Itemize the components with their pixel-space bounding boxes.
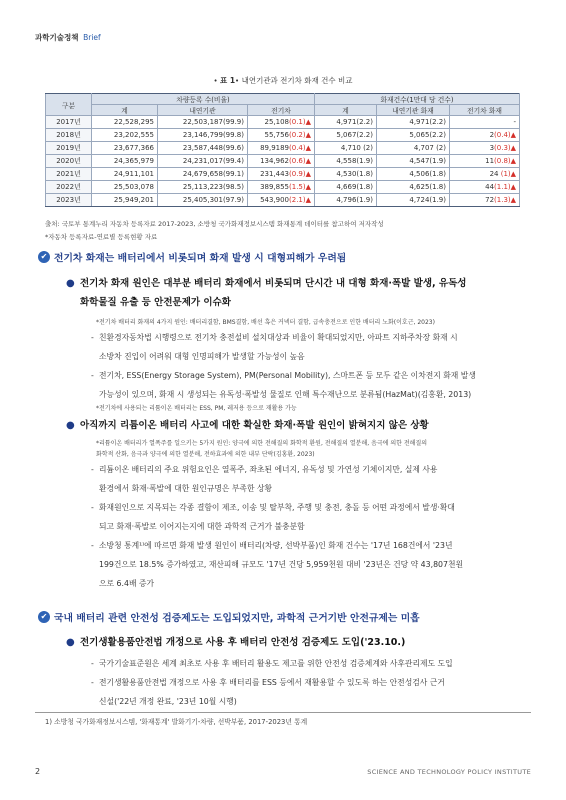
table-cell: 24 (1)▲: [450, 168, 520, 181]
bullet-point: ● 아직까지 리튬이온 배터리 사고에 대한 확실한 화재·폭발 원인이 밝혀지지 않은 상황: [80, 416, 520, 435]
table-title-text: 내연기관과 전기차 화재 건수 비교: [241, 76, 353, 85]
table-cell: 24,231,017(99.4): [158, 155, 248, 168]
header-fires: 화재건수(1만대 당 건수): [315, 94, 520, 105]
sub-item: - 친환경자동차법 시행령으로 전기차 충전설비 설치대상과 비율이 확대되었지만, 아파트 지하주차장 화재 시 소방차 진입이 어려워 대형 인명피해가 발생할 가능성이 높음: [91, 333, 458, 361]
increase-value: (2.1)▲: [289, 196, 311, 204]
increase-value: (0.4)▲: [289, 144, 311, 152]
table-cell: 25,405,301(97.9): [158, 194, 248, 207]
table-cell: 5,067(2.2): [315, 129, 377, 142]
table-cell: 24,679,658(99.1): [158, 168, 248, 181]
institute-name: SCIENCE AND TECHNOLOGY POLICY INSTITUTE: [367, 768, 531, 776]
table-row: [46, 168, 520, 181]
table-cell: -: [450, 116, 520, 129]
increase-value: (0.4)▲: [494, 131, 517, 139]
table-cell: 4,710 (2): [315, 142, 377, 155]
sub-item: - 소방청 통계¹⁾에 따르면 화재 발생 원인이 배터리(차량, 선박부품)인 화재 건수는 '17년 168건에서 '23년 199건으로 18.5% 증가하였고, 재산피해 규모도 '17년 건당 5,959천원 대비 '23년은 건당 약 43,807천원 으로 6.4배 증가: [91, 541, 464, 588]
table-row: [46, 181, 520, 194]
table-cell: 2019년: [46, 142, 92, 155]
sub-item: - 전기생활용품안전법 개정으로 사용 후 배터리를 ESS 등에서 재활용할 수 있도록 하는 안전성검사 근거 신설('22년 개정 완료, '23년 10월 시행): [91, 678, 445, 706]
header-brief: Brief: [83, 33, 101, 42]
table-cell: 3(0.3)▲: [450, 142, 520, 155]
table-row: [46, 155, 520, 168]
increase-value: (0.9)▲: [289, 170, 311, 178]
section-heading-1: ✔ 전기차 화재는 배터리에서 비롯되며 화재 발생 시 대형피해가 우려됨: [38, 250, 346, 264]
table-cell: 134,962(0.6)▲: [248, 155, 315, 168]
note: *전기차에 사용되는 리튬이온 배터리는 ESS, PM, 레저용 등으로 재활용 가능: [96, 405, 297, 412]
table-row: [46, 142, 520, 155]
table-cell: 4,971(2.2): [315, 116, 377, 129]
table-cell: 4,971(2.2): [377, 116, 450, 129]
vehicle-fire-table: [45, 93, 520, 207]
source-line: 출처: 국토부 통계누리 자동차 등록자료 2017-2023, 소방청 국가화재정보시스템 화재통계 데이터를 참고하여 저자작성: [45, 220, 384, 228]
header-year: 구분: [46, 94, 92, 116]
sub-header: 전기차 화재: [450, 105, 520, 116]
table-cell: 4,724(1.9): [377, 194, 450, 207]
sub-header: 계: [92, 105, 158, 116]
table-caption: • 표 1• 내연기관과 전기차 화재 건수 비교: [213, 76, 353, 85]
table-cell: 24,365,979: [92, 155, 158, 168]
table-cell: 2020년: [46, 155, 92, 168]
table-cell: 44(1.1)▲: [450, 181, 520, 194]
table-number: 표 1: [219, 76, 236, 85]
sub-header: 내연기관 화재: [377, 105, 450, 116]
table-cell: 543,900(2.1)▲: [248, 194, 315, 207]
sub-header: 전기차: [248, 105, 315, 116]
increase-value: (0.2)▲: [289, 131, 311, 139]
table-cell: 23,677,366: [92, 142, 158, 155]
table-cell: 23,587,448(99.6): [158, 142, 248, 155]
table-cell: 5,065(2.2): [377, 129, 450, 142]
table-cell: 2(0.4)▲: [450, 129, 520, 142]
sub-item: - 전기차, ESS(Energy Storage System), PM(Personal Mobility), 스마트폰 등 모두 같은 이차전지 화재 발생 가능성이 있으며, 화재 시 생성되는 유독성·폭발성 물질로 인해 특수재난으로 분류됨(HazMat)(김홍환, 2013): [91, 371, 476, 399]
table-cell: 23,202,555: [92, 129, 158, 142]
page-number: 2: [35, 767, 41, 776]
table-cell: 23,146,799(99.8): [158, 129, 248, 142]
table-cell: 4,796(1.9): [315, 194, 377, 207]
sub-header: 내연기관: [158, 105, 248, 116]
increase-value: (0.6)▲: [289, 157, 311, 165]
note: *리튬이온 배터리가 열폭주를 일으키는 5가지 원인: 양극에 의한 전해질의 화학적 환원, 전해질의 열분해, 음극에 의한 전해질의 화학적 산화, 음극과 양극에 의한 열분해, 전하효과에 의한 내부 단락(김홍환, 2023): [96, 440, 428, 458]
increase-value: (1.3)▲: [494, 196, 517, 204]
table-cell: 4,530(1.8): [315, 168, 377, 181]
table-row: [46, 116, 520, 129]
table-cell: 4,506(1.8): [377, 168, 450, 181]
table-cell: 2022년: [46, 181, 92, 194]
increase-value: (1)▲: [498, 170, 517, 178]
table-cell: 24,911,101: [92, 168, 158, 181]
table-cell: 25,503,078: [92, 181, 158, 194]
table-cell: 231,443(0.9)▲: [248, 168, 315, 181]
table-cell: 22,503,187(99.9): [158, 116, 248, 129]
table-cell: 25,113,223(98.5): [158, 181, 248, 194]
sub-header: 계: [315, 105, 377, 116]
bullet-dot-icon: ●: [66, 637, 75, 648]
sub-item: - 화재원인으로 지목되는 각종 결함이 제조, 이송 및 탈부착, 주행 및 충전, 충돌 등 어떤 과정에서 발생·확대 되고 화재·폭발로 이어지는지에 대한 과학적 근거가 불충분함: [91, 503, 455, 531]
table-cell: 4,558(1.9): [315, 155, 377, 168]
increase-value: (0.1)▲: [289, 118, 311, 126]
increase-value: (0.3)▲: [494, 144, 517, 152]
table-cell: 11(0.8)▲: [450, 155, 520, 168]
table-cell: 25,949,201: [92, 194, 158, 207]
table-cell: 4,669(1.8): [315, 181, 377, 194]
bullet-point: ● 전기차 화재 원인은 대부분 배터리 화재에서 비롯되며 단시간 내 대형 화재·폭발 발생, 유독성 화학물질 유출 등 안전문제가 이슈화: [80, 274, 520, 312]
section-heading-2: ✔ 국내 배터리 관련 안전성 검증제도는 도입되었지만, 과학적 근거기반 안전규제는 미흡: [38, 610, 420, 624]
table-cell: 4,547(1.9): [377, 155, 450, 168]
header-title: 과학기술정책: [35, 33, 79, 42]
increase-value: (1.5)▲: [289, 183, 311, 191]
table-cell: 389,855(1.5)▲: [248, 181, 315, 194]
table-cell: 4,625(1.8): [377, 181, 450, 194]
table-cell: 22,528,295: [92, 116, 158, 129]
check-circle-icon: ✔: [38, 251, 50, 263]
header-vehicles: 차량등록 수(비율): [92, 94, 315, 105]
table-row: [46, 129, 520, 142]
table-cell: 25,108(0.1)▲: [248, 116, 315, 129]
table-cell: 2023년: [46, 194, 92, 207]
table-cell: 2018년: [46, 129, 92, 142]
sub-item: - 리튬이온 배터리의 주요 위험요인은 열폭주, 좌초된 에너지, 유독성 및 가연성 기체이지만, 실제 사용 환경에서 화재·폭발에 대한 원인규명은 부족한 상황: [91, 465, 438, 493]
table-cell: 72(1.3)▲: [450, 194, 520, 207]
footnote: 1) 소방청 국가화재정보시스템, '화재통계' 발화기기-차량, 선박부품, 2017-2023년 통계: [45, 718, 308, 726]
table-row: [46, 194, 520, 207]
bullet-dot-icon: ●: [66, 420, 75, 431]
footnote-divider: [35, 712, 531, 713]
bullet-dot-icon: ●: [66, 278, 75, 289]
table-cell: 55,756(0.2)▲: [248, 129, 315, 142]
table-cell: 89,9189(0.4)▲: [248, 142, 315, 155]
source-line: *자동차 등록자료-연료별 등록현황 자료: [45, 233, 158, 241]
check-circle-icon: ✔: [38, 611, 50, 623]
table-cell: 4,707 (2): [377, 142, 450, 155]
header: [35, 32, 101, 43]
increase-value: (1.1)▲: [494, 183, 517, 191]
sub-item: - 국가기술표준원은 세계 최초로 사용 후 배터리 활용도 제고를 위한 안전성 검증체계와 사후관리제도 도입: [91, 659, 453, 668]
note: *전기차 배터리 화재의 4가지 원인: 배터리결함, BMS결함, 배선 혹은 커넥터 결함, 급속충전으로 인한 배터리 노화(이호근, 2023): [96, 319, 435, 326]
table-cell: 2021년: [46, 168, 92, 181]
table-cell: 2017년: [46, 116, 92, 129]
increase-value: (0.8)▲: [494, 157, 517, 165]
bullet-point: ● 전기생활용품안전법 개정으로 사용 후 배터리 안전성 검증제도 도입('23.10.): [80, 633, 520, 652]
table-source: [45, 218, 384, 244]
